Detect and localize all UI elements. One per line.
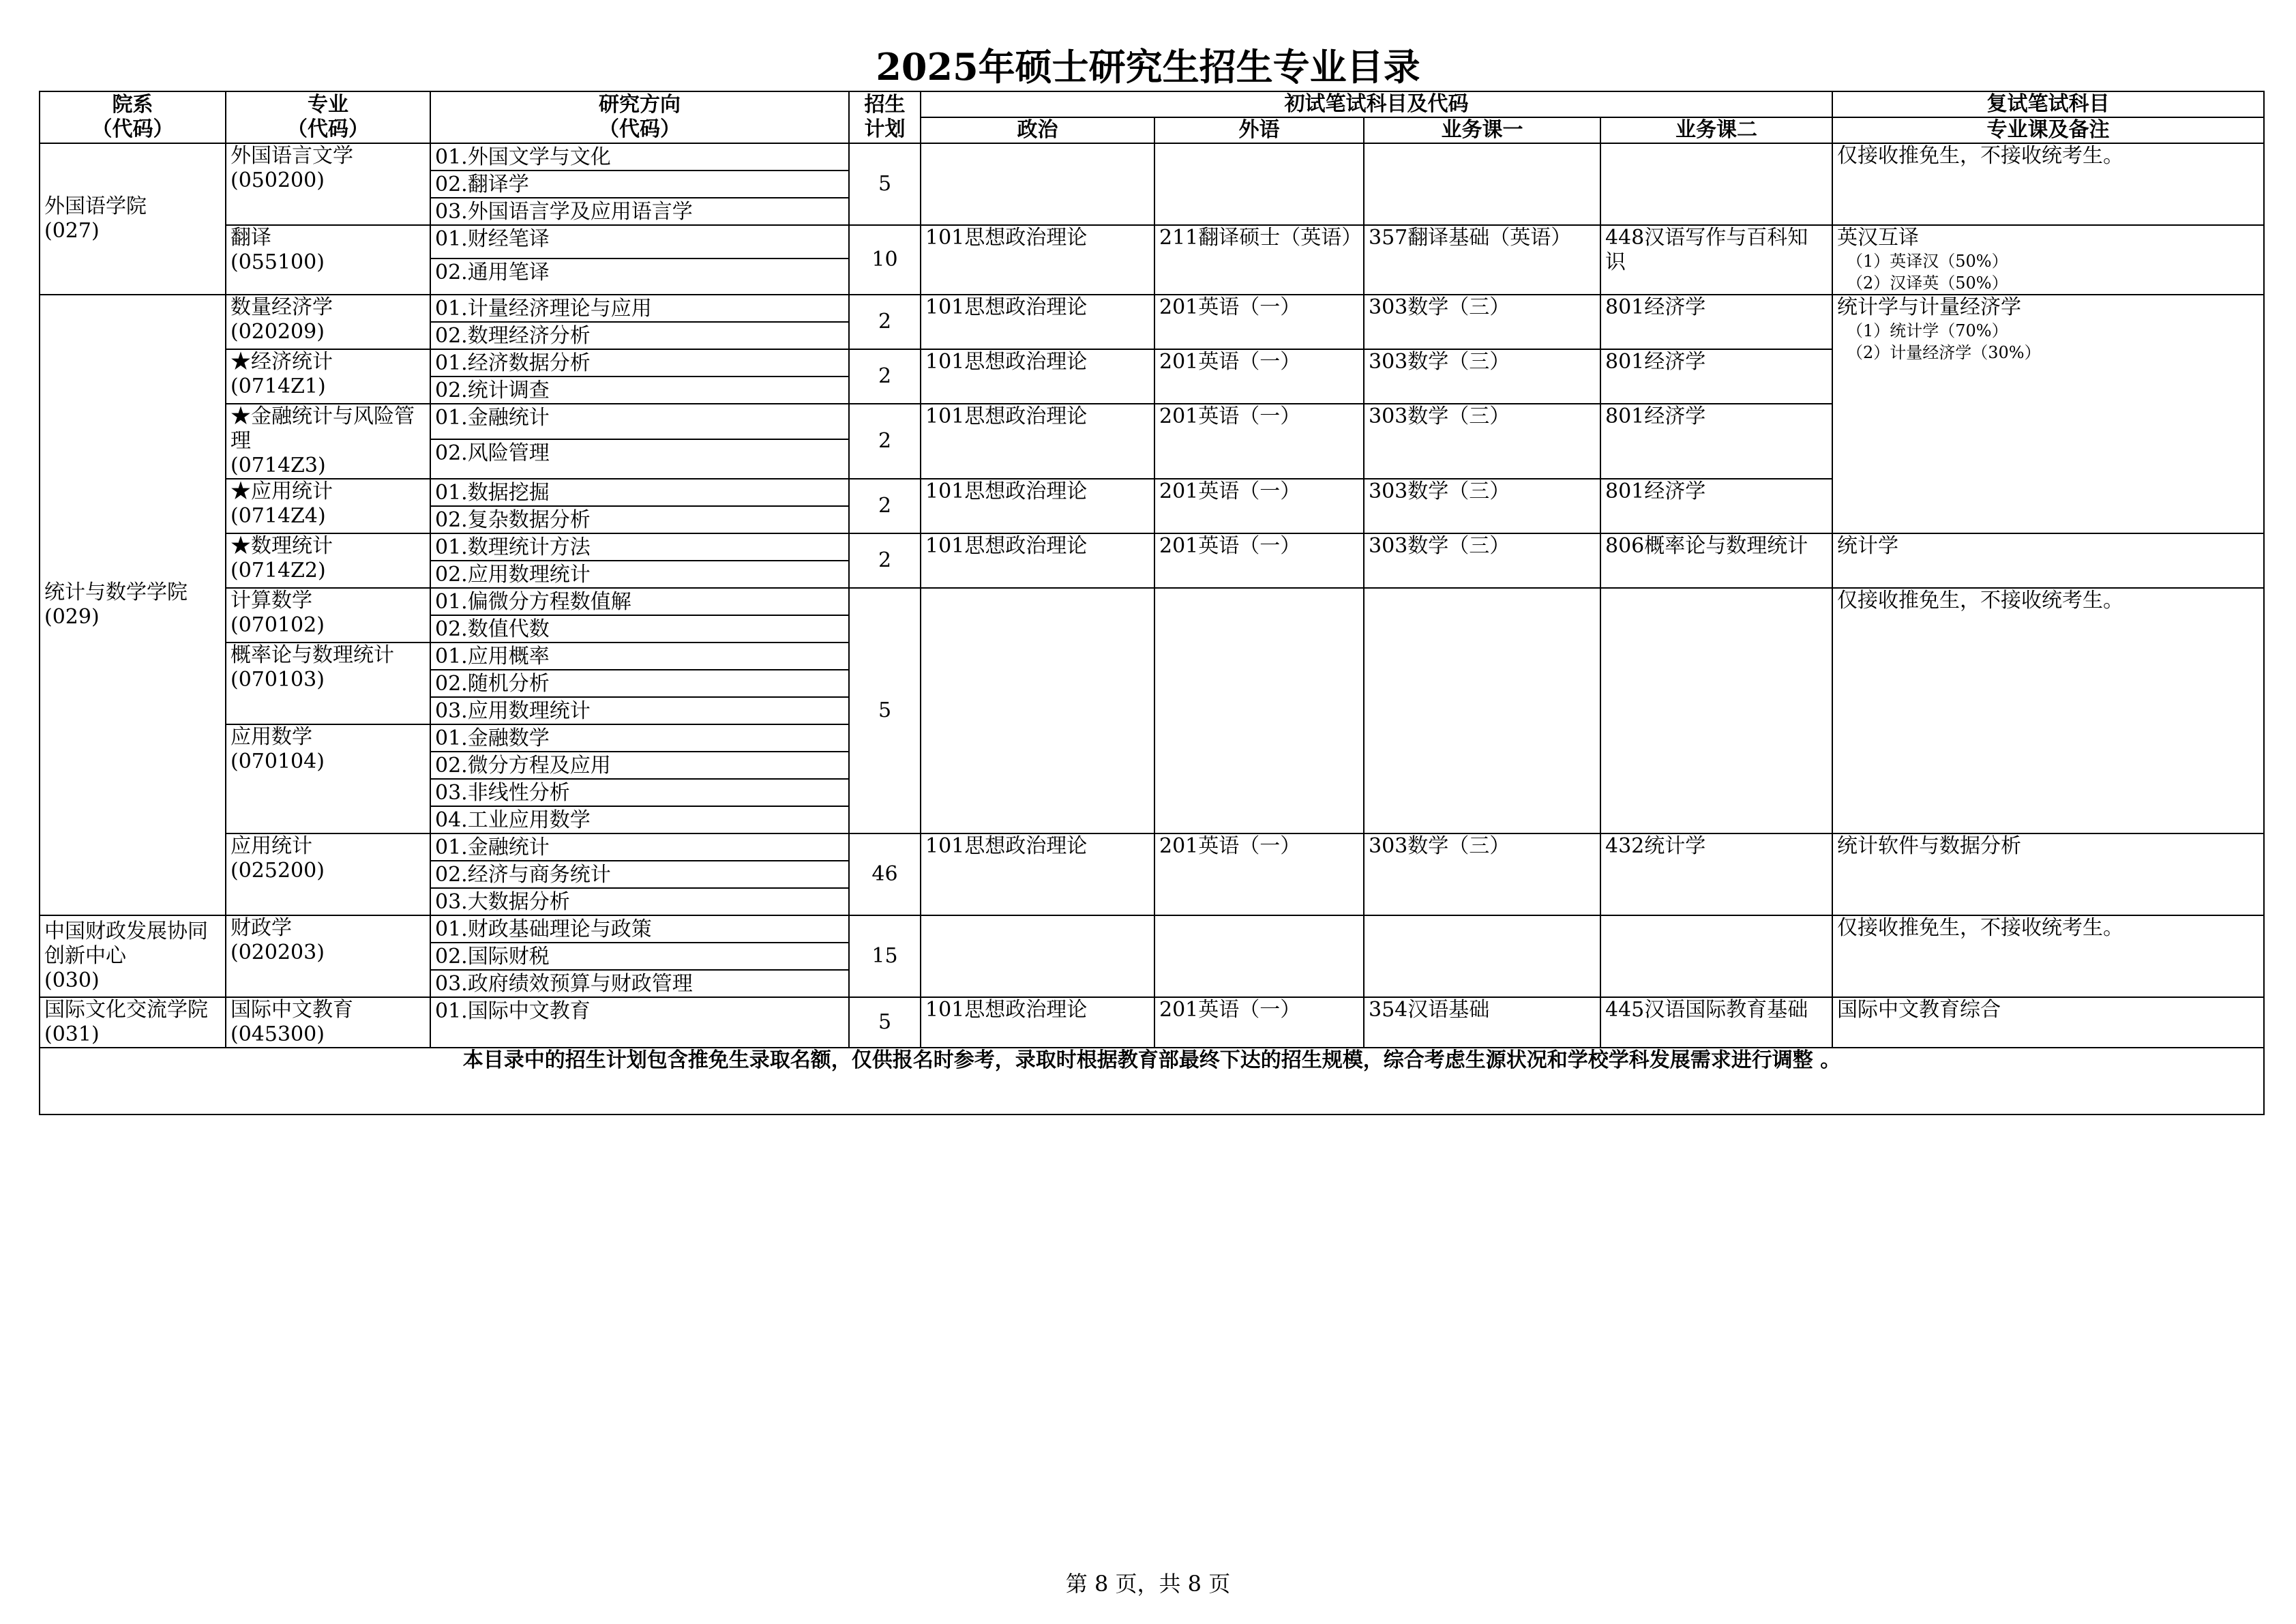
retest-title: 仅接收推免生，不接收统考生。 [1837,916,2123,940]
table-row [40,295,2264,322]
direction-cell: 03.政府绩效预算与财政管理 [430,970,849,997]
direction-cell: 02.数理经济分析 [430,322,849,349]
foreign-cell: 201英语（一） [1154,404,1364,479]
politics-cell [921,143,1154,225]
catalog-table [39,91,2265,1115]
course1-cell: 303数学（三） [1364,295,1600,349]
politics-cell [921,588,1154,833]
major-cell: 财政学 (020203) [226,915,430,997]
politics-cell: 101思想政治理论 [921,349,1154,404]
plan-cell: 2 [849,349,921,404]
direction-cell: 01.金融数学 [430,724,849,752]
course1-cell: 303数学（三） [1364,533,1600,588]
header-dept: 院系 （代码） [40,91,226,143]
retest-title: 统计学 [1837,534,1898,558]
header-foreign: 外语 [1154,117,1364,143]
plan-cell: 2 [849,404,921,479]
politics-cell: 101思想政治理论 [921,295,1154,349]
retest-title: 仅接收推免生，不接收统考生。 [1837,144,2123,168]
header-row [40,91,2264,117]
direction-cell: 01.偏微分方程数值解 [430,588,849,615]
table-row [40,225,2264,259]
retest-title: 国际中文教育综合 [1837,998,2001,1022]
plan-cell: 5 [849,588,921,833]
foreign-cell [1154,915,1364,997]
course1-cell [1364,588,1600,833]
retest-item: （2）计量经济学（30%） [1847,343,2041,362]
direction-cell: 01.国际中文教育 [430,997,849,1048]
retest-cell [1832,143,2264,225]
retest-cell [1832,295,2264,533]
plan-cell: 15 [849,915,921,997]
plan-cell: 2 [849,295,921,349]
direction-cell: 02.数值代数 [430,615,849,643]
page-title: 2025年硕士研究生招生专业目录 [876,45,1420,89]
major-cell: 概率论与数理统计 (070103) [226,643,430,724]
direction-cell: 03.非线性分析 [430,779,849,806]
foreign-cell [1154,143,1364,225]
foreign-cell: 211翻译硕士（英语） [1154,225,1364,295]
retest-cell [1832,997,2264,1048]
direction-cell: 03.外国语言学及应用语言学 [430,198,849,225]
direction-cell: 01.外国文学与文化 [430,143,849,171]
course1-cell [1364,915,1600,997]
course2-cell [1600,915,1832,997]
major-cell: 应用数学 (070104) [226,724,430,833]
course2-cell [1600,588,1832,833]
header-politics: 政治 [921,117,1154,143]
politics-cell: 101思想政治理论 [921,833,1154,915]
footnote: 本目录中的招生计划包含推免生录取名额，仅供报名时参考，录取时根据教育部最终下达的招生规模，综合考虑生源状况和学校学科发展需求进行调整 。 [40,1048,2264,1114]
major-cell: ★金融统计与风险管理 (0714Z3) [226,404,430,479]
foreign-cell: 201英语（一） [1154,295,1364,349]
major-cell: 翻译 (055100) [226,225,430,295]
direction-cell: 02.统计调查 [430,377,849,404]
table-row [40,833,2264,861]
table-row [40,143,2264,171]
course1-cell [1364,143,1600,225]
foreign-cell: 201英语（一） [1154,533,1364,588]
direction-cell: 02.随机分析 [430,670,849,697]
page-footer: 第 8 页，共 8 页 [1065,1571,1231,1597]
header-major: 专业 （代码） [226,91,430,143]
course1-cell: 303数学（三） [1364,479,1600,533]
direction-cell: 01.财经笔译 [430,225,849,259]
header-course2: 业务课二 [1600,117,1832,143]
course2-cell: 806概率论与数理统计 [1600,533,1832,588]
retest-cell [1832,533,2264,588]
direction-cell: 01.计量经济理论与应用 [430,295,849,322]
foreign-cell [1154,588,1364,833]
plan-cell: 5 [849,143,921,225]
course2-cell: 432统计学 [1600,833,1832,915]
direction-cell: 02.复杂数据分析 [430,506,849,533]
direction-cell: 02.翻译学 [430,171,849,198]
course2-cell: 801经济学 [1600,295,1832,349]
major-cell: 应用统计 (025200) [226,833,430,915]
course2-cell: 801经济学 [1600,349,1832,404]
direction-cell: 01.数理统计方法 [430,533,849,561]
table-row [40,915,2264,943]
dept-cell: 外国语学院 (027) [40,143,226,295]
major-cell: 数量经济学 (020209) [226,295,430,349]
major-cell: ★应用统计 (0714Z4) [226,479,430,533]
plan-cell: 2 [849,479,921,533]
politics-cell: 101思想政治理论 [921,997,1154,1048]
dept-cell: 中国财政发展协同创新中心 (030) [40,915,226,997]
header-retest: 复试笔试科目 [1832,91,2264,117]
retest-item: （1）英译汉（50%） [1847,252,2008,271]
direction-cell: 01.数据挖掘 [430,479,849,506]
politics-cell: 101思想政治理论 [921,479,1154,533]
course2-cell: 801经济学 [1600,479,1832,533]
header-direction: 研究方向 （代码） [430,91,849,143]
course1-cell: 303数学（三） [1364,349,1600,404]
direction-cell: 02.通用笔译 [430,259,849,295]
retest-title: 统计软件与数据分析 [1837,834,2021,858]
direction-cell: 02.风险管理 [430,439,849,479]
politics-cell: 101思想政治理论 [921,404,1154,479]
direction-cell: 01.金融统计 [430,404,849,439]
major-cell: 外国语言文学 (050200) [226,143,430,225]
retest-item: （2）汉译英（50%） [1847,274,2008,293]
course1-cell: 303数学（三） [1364,833,1600,915]
course2-cell [1600,143,1832,225]
politics-cell [921,915,1154,997]
major-cell: ★数理统计 (0714Z2) [226,533,430,588]
direction-cell: 02.经济与商务统计 [430,861,849,888]
course2-cell: 445汉语国际教育基础 [1600,997,1832,1048]
header-retest-sub: 专业课及备注 [1832,117,2264,143]
table-row [40,588,2264,615]
retest-item: （1）统计学（70%） [1847,321,2008,340]
retest-cell [1832,588,2264,833]
direction-cell: 03.应用数理统计 [430,697,849,724]
foreign-cell: 201英语（一） [1154,349,1364,404]
major-cell: 国际中文教育 (045300) [226,997,430,1048]
note-row [40,1048,2264,1114]
direction-cell: 01.经济数据分析 [430,349,849,377]
plan-cell: 46 [849,833,921,915]
politics-cell: 101思想政治理论 [921,225,1154,295]
plan-cell: 10 [849,225,921,295]
politics-cell: 101思想政治理论 [921,533,1154,588]
retest-title: 仅接收推免生，不接收统考生。 [1837,589,2123,612]
dept-cell: 国际文化交流学院 (031) [40,997,226,1048]
direction-cell: 02.微分方程及应用 [430,752,849,779]
course1-cell: 354汉语基础 [1364,997,1600,1048]
direction-cell: 04.工业应用数学 [430,806,849,833]
plan-cell: 2 [849,533,921,588]
catalog-body [40,91,2264,1114]
foreign-cell: 201英语（一） [1154,479,1364,533]
retest-cell [1832,833,2264,915]
retest-cell [1832,915,2264,997]
plan-cell: 5 [849,997,921,1048]
direction-cell: 02.国际财税 [430,943,849,970]
direction-cell: 01.应用概率 [430,643,849,670]
direction-cell: 01.金融统计 [430,833,849,861]
retest-cell [1832,225,2264,295]
course2-cell: 801经济学 [1600,404,1832,479]
direction-cell: 02.应用数理统计 [430,561,849,588]
retest-title: 英汉互译 [1837,226,1919,250]
header-plan: 招生 计划 [849,91,921,143]
header-course1: 业务课一 [1364,117,1600,143]
dept-cell: 统计与数学学院 (029) [40,295,226,915]
major-cell: ★经济统计 (0714Z1) [226,349,430,404]
table-row [40,533,2264,561]
table-row [40,997,2264,1048]
direction-cell: 01.财政基础理论与政策 [430,915,849,943]
course1-cell: 357翻译基础（英语） [1364,225,1600,295]
foreign-cell: 201英语（一） [1154,833,1364,915]
retest-title: 统计学与计量经济学 [1837,295,2021,319]
course1-cell: 303数学（三） [1364,404,1600,479]
header-initial-exam: 初试笔试科目及代码 [921,91,1832,117]
course2-cell: 448汉语写作与百科知识 [1600,225,1832,295]
major-cell: 计算数学 (070102) [226,588,430,643]
direction-cell: 03.大数据分析 [430,888,849,915]
foreign-cell: 201英语（一） [1154,997,1364,1048]
